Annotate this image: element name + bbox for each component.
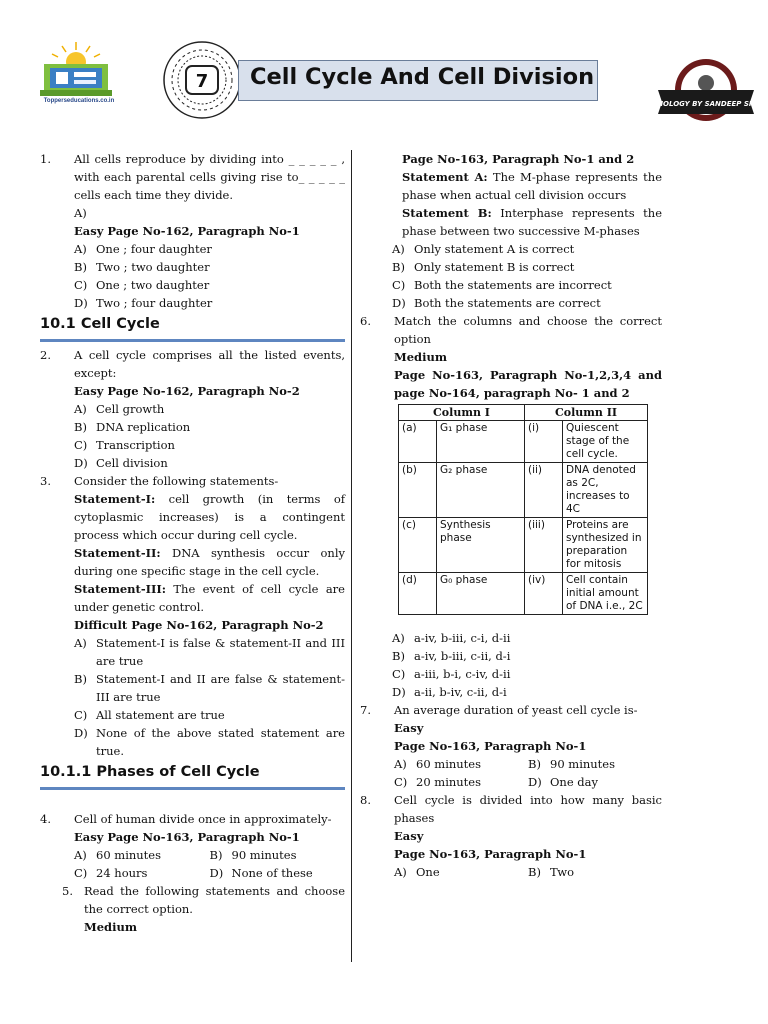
table-row bbox=[399, 573, 648, 615]
option-letter: B) bbox=[528, 865, 541, 879]
option-text: a-iii, b-i, c-iv, d-ii bbox=[414, 667, 511, 681]
question-reference: Page No-163, Paragraph No-1 bbox=[394, 847, 587, 861]
option-letter: D) bbox=[74, 726, 88, 740]
statement-text: The event of cell cycle are under genetic control. bbox=[74, 582, 345, 614]
table-cell: (b) bbox=[399, 463, 437, 518]
column-divider bbox=[351, 150, 352, 962]
option-letter: D) bbox=[392, 685, 406, 699]
statement-1 bbox=[40, 490, 345, 544]
option-row bbox=[360, 773, 662, 791]
question-text: An average duration of yeast cell cycle is- bbox=[394, 703, 638, 717]
difficulty-label: Medium bbox=[84, 920, 137, 934]
table-cell: G₂ phase bbox=[437, 463, 525, 518]
statement-2 bbox=[40, 544, 345, 580]
option-row bbox=[360, 863, 662, 881]
question-6 bbox=[360, 312, 662, 348]
option-text: DNA replication bbox=[96, 420, 191, 434]
statement-label: Statement A: bbox=[402, 170, 488, 184]
statement-b bbox=[360, 204, 662, 240]
option-letter: C) bbox=[74, 438, 88, 452]
option-letter: B) bbox=[392, 649, 405, 663]
question-7 bbox=[360, 701, 662, 719]
table-header-row bbox=[399, 405, 648, 421]
statement-label: Statement-III: bbox=[74, 582, 167, 596]
option-letter: B) bbox=[528, 757, 541, 771]
question-number: 7. bbox=[360, 703, 371, 717]
question-text: Cell of human divide once in approximately- bbox=[74, 812, 332, 826]
chapter-number-badge bbox=[162, 40, 242, 120]
option bbox=[360, 240, 662, 258]
question-4 bbox=[40, 810, 345, 828]
table-cell: DNA denoted as 2C, increases to 4C bbox=[563, 463, 648, 518]
statement-text: cell growth (in terms of cytoplasmic increases) is a contingent process which occur during cell cycle. bbox=[74, 492, 345, 542]
table-cell: G₁ phase bbox=[437, 421, 525, 463]
table-cell: (c) bbox=[399, 518, 437, 573]
question-2 bbox=[40, 346, 345, 382]
option-text: Two ; two daughter bbox=[96, 260, 210, 274]
option bbox=[360, 629, 662, 647]
option bbox=[40, 400, 345, 418]
difficulty-label: Easy bbox=[394, 721, 424, 735]
question-8 bbox=[360, 791, 662, 827]
question-reference: Easy Page No-163, Paragraph No-1 bbox=[74, 830, 300, 844]
option-text: 24 hours bbox=[96, 866, 148, 880]
option bbox=[40, 454, 345, 472]
option-text: 90 minutes bbox=[550, 757, 616, 771]
question-reference: Page No-163, Paragraph No-1 bbox=[394, 739, 587, 753]
option bbox=[40, 418, 345, 436]
statement-text: The M-phase represents the phase when actual cell division occurs bbox=[402, 170, 663, 202]
option-row bbox=[360, 755, 662, 773]
option-text: Only statement A is correct bbox=[414, 242, 575, 256]
option bbox=[360, 665, 662, 683]
question-text: All cells reproduce by dividing into _ _ _ _ _ , with each parental cells giving rise to_ _ _ _ _ cells each time they divide. bbox=[74, 152, 345, 202]
table-cell: (ii) bbox=[525, 463, 563, 518]
option-letter: C) bbox=[74, 708, 88, 722]
option bbox=[360, 258, 662, 276]
option-letter: D) bbox=[209, 866, 224, 880]
table-cell: (a) bbox=[399, 421, 437, 463]
option-letter: C) bbox=[392, 667, 406, 681]
question-number: 5. bbox=[62, 884, 73, 898]
table-cell: (iv) bbox=[525, 573, 563, 615]
option-text: 60 minutes bbox=[416, 757, 482, 771]
option-text: One ; two daughter bbox=[96, 278, 210, 292]
option-letter: B) bbox=[74, 260, 87, 274]
question-text: A cell cycle comprises all the listed events, except: bbox=[74, 348, 345, 380]
statement-3 bbox=[40, 580, 345, 616]
question-reference: Easy Page No-162, Paragraph No-2 bbox=[74, 384, 300, 398]
option-letter: A) bbox=[74, 402, 87, 416]
option bbox=[40, 258, 345, 276]
option-text: 60 minutes bbox=[96, 848, 162, 862]
statement-label: Statement-II: bbox=[74, 546, 161, 560]
option bbox=[40, 294, 345, 312]
option-letter: A) bbox=[74, 636, 87, 650]
table-cell: Synthesis phase bbox=[437, 518, 525, 573]
section-heading-phases: 10.1.1 Phases of Cell Cycle bbox=[40, 760, 345, 790]
difficulty-label: Easy bbox=[394, 829, 424, 843]
biology-by-sandeep-sir-logo bbox=[654, 56, 758, 126]
question-text: Consider the following statements- bbox=[74, 474, 279, 488]
option-text: 20 minutes bbox=[416, 775, 482, 789]
question-number: 1. bbox=[40, 152, 51, 166]
option-text: a-ii, b-iv, c-ii, d-i bbox=[414, 685, 507, 699]
question-text: Read the following statements and choose the correct option. bbox=[84, 884, 345, 916]
table-cell: (iii) bbox=[525, 518, 563, 573]
question-1 bbox=[40, 150, 345, 204]
option-letter: D) bbox=[528, 775, 542, 789]
section-heading-cell-cycle: 10.1 Cell Cycle bbox=[40, 312, 345, 342]
option-text: a-iv, b-iii, c-ii, d-i bbox=[414, 649, 511, 663]
table-cell: (d) bbox=[399, 573, 437, 615]
question-text: Cell cycle is divided into how many basic phases bbox=[394, 793, 662, 825]
option bbox=[40, 706, 345, 724]
option-letter: A) bbox=[74, 242, 87, 256]
option-text: None of the above stated statement are true. bbox=[96, 726, 345, 758]
option-text: One ; four daughter bbox=[96, 242, 212, 256]
question-text: Match the columns and choose the correct option bbox=[394, 314, 662, 346]
topper-educations-logo bbox=[30, 40, 122, 110]
column-1-header: Column I bbox=[399, 405, 525, 421]
table-cell: (i) bbox=[525, 421, 563, 463]
option-letter: D) bbox=[74, 296, 88, 310]
option-letter: B) bbox=[392, 260, 405, 274]
question-number: 2. bbox=[40, 348, 51, 362]
option-text: Cell division bbox=[96, 456, 168, 470]
option-letter: C) bbox=[392, 278, 406, 292]
option-row bbox=[40, 846, 345, 864]
statement-text: Interphase represents the phase between two successive M-phases bbox=[402, 206, 662, 238]
option-letter: A) bbox=[392, 631, 405, 645]
option bbox=[40, 240, 345, 258]
option-text: All statement are true bbox=[96, 708, 225, 722]
table-row bbox=[399, 421, 648, 463]
question-reference: Page No-163, Paragraph No-1,2,3,4 and page No-164, paragraph No- 1 and 2 bbox=[394, 368, 662, 400]
question-number: 3. bbox=[40, 474, 51, 488]
option-text: One day bbox=[550, 775, 599, 789]
question-number: 6. bbox=[360, 314, 371, 328]
option bbox=[40, 724, 345, 760]
option-letter: D) bbox=[392, 296, 406, 310]
right-column bbox=[360, 150, 662, 881]
option-letter: A) bbox=[394, 865, 407, 879]
table-cell: Cell contain initial amount of DNA i.e., 2C bbox=[563, 573, 648, 615]
table-row bbox=[399, 518, 648, 573]
statement-label: Statement B: bbox=[402, 206, 492, 220]
option-text: a-iv, b-iii, c-i, d-ii bbox=[414, 631, 511, 645]
option bbox=[360, 294, 662, 312]
option-letter: B) bbox=[74, 420, 87, 434]
option bbox=[40, 436, 345, 454]
option-letter: C) bbox=[394, 775, 408, 789]
option bbox=[40, 276, 345, 294]
option-text: Statement-I is false & statement-II and III are true bbox=[96, 636, 345, 668]
option bbox=[360, 647, 662, 665]
logo-site-text: Topperseducations.co.in bbox=[43, 98, 115, 104]
answer-key: A) bbox=[74, 206, 87, 220]
question-number: 4. bbox=[40, 812, 51, 826]
statement-text: DNA synthesis occur only during one specific stage in the cell cycle. bbox=[74, 546, 345, 578]
table-cell: Proteins are synthesized in preparation for mitosis bbox=[563, 518, 648, 573]
match-table bbox=[398, 404, 648, 615]
option-letter: C) bbox=[74, 866, 88, 880]
option-text: Both the statements are correct bbox=[414, 296, 601, 310]
option bbox=[40, 634, 345, 670]
question-reference: Difficult Page No-162, Paragraph No-2 bbox=[74, 618, 324, 632]
option bbox=[360, 683, 662, 701]
question-5 bbox=[40, 882, 345, 918]
option-letter: A) bbox=[74, 848, 87, 862]
option-row bbox=[40, 864, 345, 882]
chapter-title: Cell Cycle And Cell Division bbox=[250, 64, 595, 90]
statement-label: Statement-I: bbox=[74, 492, 156, 506]
option-letter: A) bbox=[394, 757, 407, 771]
table-row bbox=[399, 463, 648, 518]
option-letter: B) bbox=[209, 848, 223, 862]
statement-a bbox=[360, 168, 662, 204]
option-text: One bbox=[416, 865, 440, 879]
chapter-number: 7 bbox=[195, 71, 209, 92]
spacer bbox=[40, 794, 345, 810]
option-text: None of these bbox=[231, 866, 313, 880]
option-text: Two ; four daughter bbox=[96, 296, 213, 310]
option-letter: B) bbox=[74, 672, 87, 686]
question-reference: Easy Page No-162, Paragraph No-1 bbox=[74, 224, 300, 238]
option bbox=[360, 276, 662, 294]
option-letter: D) bbox=[74, 456, 88, 470]
option-text: Transcription bbox=[96, 438, 175, 452]
option-text: Both the statements are incorrect bbox=[414, 278, 612, 292]
option-text: 90 minutes bbox=[231, 848, 297, 862]
option-text: Only statement B is correct bbox=[414, 260, 575, 274]
option bbox=[40, 670, 345, 706]
table-cell: G₀ phase bbox=[437, 573, 525, 615]
left-column bbox=[40, 150, 345, 936]
option-text: Two bbox=[550, 865, 575, 879]
question-number: 8. bbox=[360, 793, 371, 807]
difficulty-label: Medium bbox=[394, 350, 447, 364]
question-reference: Page No-163, Paragraph No-1 and 2 bbox=[402, 152, 635, 166]
spacer bbox=[360, 615, 662, 629]
option-text: Statement-I and II are false & statement-III are true bbox=[96, 672, 345, 704]
table-cell: Quiescent stage of the cell cycle. bbox=[563, 421, 648, 463]
option-letter: A) bbox=[392, 242, 405, 256]
right-logo-text: BIOLOGY BY SANDEEP SIR bbox=[655, 100, 757, 108]
option-letter: C) bbox=[74, 278, 88, 292]
question-3 bbox=[40, 472, 345, 490]
column-2-header: Column II bbox=[525, 405, 648, 421]
option-text: Cell growth bbox=[96, 402, 165, 416]
